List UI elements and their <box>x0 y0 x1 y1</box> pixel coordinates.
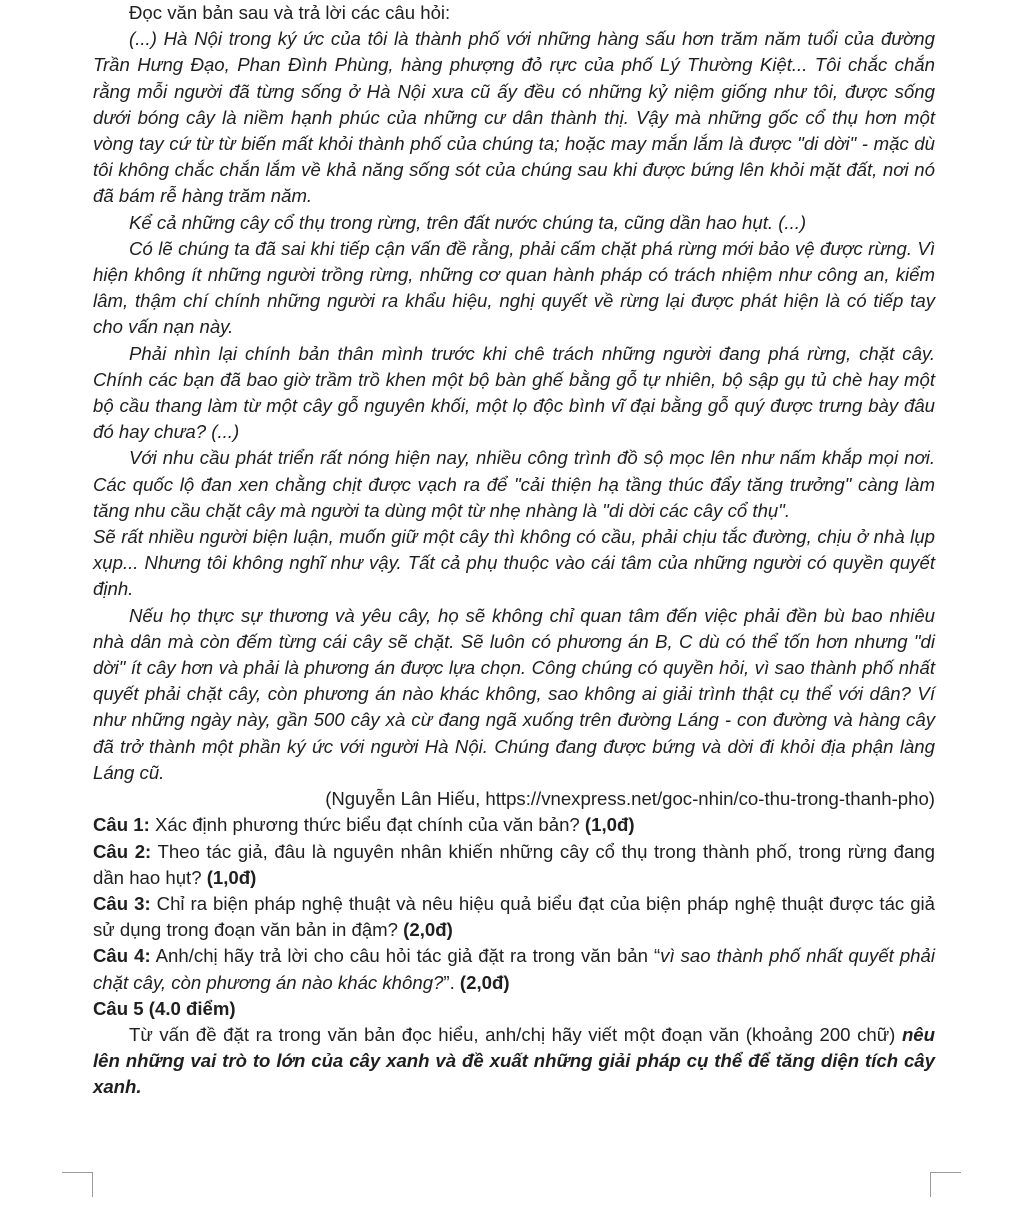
page-corner-mark-left <box>62 1172 93 1197</box>
passage-paragraph-5: Với nhu cầu phát triển rất nóng hiện nay, nhiều công trình đồ sộ mọc lên như nấm khắp mọi nơi. Các quốc lộ đan xen chằng chịt được vạch ra để "cải thiện hạ tầng thúc đẩy tăng trưởng" càng làm tăng nhu cầu chặt cây mà người ta dùng một từ nhẹ nhàng là "di dời các cây cổ thụ". <box>93 447 935 521</box>
passage-paragraph-7: Nếu họ thực sự thương và yêu cây, họ sẽ không chỉ quan tâm đến việc phải đền bù bao nhiêu nhà dân mà còn đếm từng cái cây sẽ chặt. Sẽ luôn có phương án B, C dù có thể tốn hơn nhưng "di dời" ít cây hơn và phải là phương án được lựa chọn. Công chúng có quyền hỏi, vì sao thành phố nhất quyết phải chặt cây, còn phương án nào khác không, sao không ai giải trình thật cụ thể với dân? Ví như những ngày này, gần 500 cây xà cừ đang ngã xuống trên đường Láng - con đường và hàng cây đã trở thành một phần ký ức với người Hà Nội. Chúng đang được bứng và dời đi khỏi địa phận làng Láng cũ. <box>93 604 935 783</box>
passage-paragraph-6: Sẽ rất nhiều người biện luận, muốn giữ một cây thì không có cầu, phải chịu tắc đường, chịu ở nhà lụp xụp... Nhưng tôi không nghĩ như vậy. Tất cả phụ thuộc vào cái tâm của những người có quyền quyết định. <box>93 526 935 600</box>
question-4-quote: vì sao thành phố nhất quyết phải chặt cây, còn phương án nào khác không? <box>93 945 935 993</box>
question-4 <box>93 943 935 995</box>
question-5-body <box>93 1022 935 1101</box>
question-2-points: (1,0đ) <box>206 866 257 888</box>
question-5-text: Từ vấn đề đặt ra trong văn bản đọc hiểu, anh/chị hãy viết một đoạn văn (khoảng 200 chữ) <box>129 1023 902 1045</box>
question-2-text: Theo tác giả, đâu là nguyên nhân khiến những cây cổ thụ trong thành phố, trong rừng đang dần hao hụt? <box>93 840 935 888</box>
question-5-title: Câu 5 (4.0 điểm) <box>93 997 236 1019</box>
passage-paragraph-2: Kể cả những cây cổ thụ trong rừng, trên đất nước chúng ta, cũng dần hao hụt. (...) <box>129 211 807 233</box>
document-page <box>93 0 935 1101</box>
question-3-points: (2,0đ) <box>403 919 453 941</box>
intro-line: Đọc văn bản sau và trả lời các câu hỏi: <box>129 2 451 23</box>
passage-paragraph-1: (...) Hà Nội trong ký ức của tôi là thành phố với những hàng sấu hơn trăm năm tuổi của đường Trần Hưng Đạo, Phan Đình Phùng, hàng phượng đỏ rực của phố Lý Thường Kiệt... Tôi chắc chắn rằng mỗi người đã từng sống ở Hà Nội xưa cũ ấy đều có những kỷ niệm giống như tôi, được sống dưới bóng cây là niềm hạnh phúc của những cư dân thành thị. Vậy mà những gốc cổ thụ hơn một vòng tay cứ từ từ biến mất khỏi thành phố của chúng ta; hoặc may mắn lắm là được "di dời" - mặc dù tôi không chắc chắn lắm về khả năng sống sót của chúng sau khi được bứng lên khỏi mặt đất, nơi nó đã bám rễ hàng trăm năm. <box>93 28 935 207</box>
question-1 <box>93 812 935 838</box>
passage-paragraph-3: Có lẽ chúng ta đã sai khi tiếp cận vấn đề rằng, phải cấm chặt phá rừng mới bảo vệ được rừng. Vì hiện không ít những người trồng rừng, những cơ quan hành pháp có trách nhiệm như công an, kiểm lâm, thậm chí chính những người ra khẩu hiệu, nghị quyết về rừng lại được phát hiện là có tiếp tay cho vấn nạn này. <box>93 237 935 338</box>
question-5-emphasis: nêu lên những vai trò to lớn của cây xanh và đề xuất những giải pháp cụ thể để tăng diện tích cây xanh. <box>93 1023 935 1098</box>
question-2-label: Câu 2: <box>93 840 152 862</box>
question-4-after: ”. <box>443 971 460 993</box>
question-4-points: (2,0đ) <box>459 971 510 993</box>
passage-paragraph-4: Phải nhìn lại chính bản thân mình trước khi chê trách những người đang phá rừng, chặt cây. Chính các bạn đã bao giờ trầm trồ khen một bộ bàn ghế bằng gỗ tự nhiên, bộ sập gụ tủ chè hay một bộ cầu thang làm từ một cây gỗ nguyên khối, một lọ độc bình vĩ đại bằng gỗ quý được trưng bày đâu đó hay chưa? (...) <box>93 342 935 443</box>
question-3-text: Chỉ ra biện pháp nghệ thuật và nêu hiệu quả biểu đạt của biện pháp nghệ thuật được tác giả sử dụng trong đoạn văn bản in đậm? <box>93 892 936 941</box>
question-1-label: Câu 1: <box>93 814 150 836</box>
question-1-text: Xác định phương thức biểu đạt chính của văn bản? <box>149 814 585 836</box>
question-4-text: Anh/chị hãy trả lời cho câu hỏi tác giả đặt ra trong văn bản “ <box>150 945 661 967</box>
question-3 <box>93 891 935 943</box>
citation: (Nguyễn Lân Hiếu, https://vnexpress.net/goc-nhin/co-thu-trong-thanh-pho) <box>325 788 935 810</box>
question-3-label: Câu 3: <box>93 892 151 914</box>
question-4-label: Câu 4: <box>93 945 151 967</box>
page-corner-mark-right <box>930 1172 961 1197</box>
question-2 <box>93 839 935 891</box>
question-1-points: (1,0đ) <box>584 814 635 836</box>
